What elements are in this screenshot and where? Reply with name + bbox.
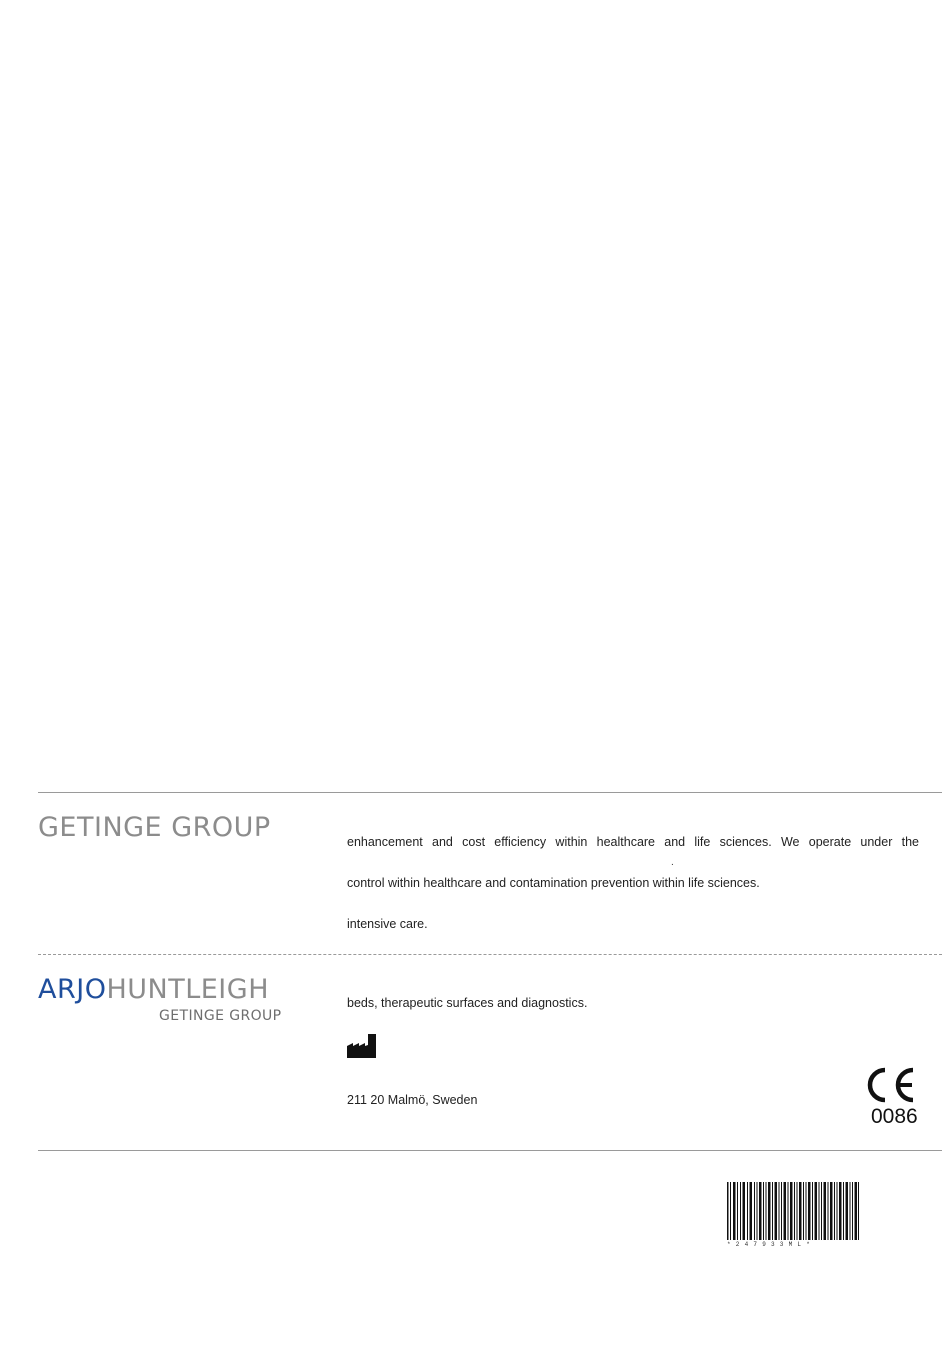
arjo-logo-part: ARJO <box>38 974 107 1005</box>
getinge-text-mark: . <box>671 857 674 868</box>
bottom-divider <box>38 1150 942 1151</box>
ce-mark-icon <box>866 1066 926 1106</box>
huntleigh-logo-part: HUNTLEIGH <box>106 974 269 1005</box>
arjohuntleigh-logo-subtitle: GETINGE GROUP <box>159 1008 282 1024</box>
top-divider <box>38 792 942 793</box>
middle-divider <box>38 954 942 955</box>
barcode-text: *247933ML* <box>727 1241 816 1248</box>
factory-icon <box>347 1034 377 1058</box>
getinge-text-line-1: enhancement and cost efficiency within healthcare and life sciences. We operate under the <box>347 835 919 849</box>
arjo-text-line-1: beds, therapeutic surfaces and diagnostics. <box>347 996 588 1010</box>
arjohuntleigh-logo <box>38 974 269 1005</box>
getinge-group-logo: GETINGE GROUP <box>38 812 271 843</box>
notified-body-number: 0086 <box>871 1105 918 1128</box>
barcode-icon <box>727 1182 859 1240</box>
getinge-text-line-3: control within healthcare and contamination prevention within life sciences. <box>347 876 760 890</box>
getinge-text-line-4: intensive care. <box>347 917 428 931</box>
manufacturer-address: 211 20 Malmö, Sweden <box>347 1093 478 1107</box>
